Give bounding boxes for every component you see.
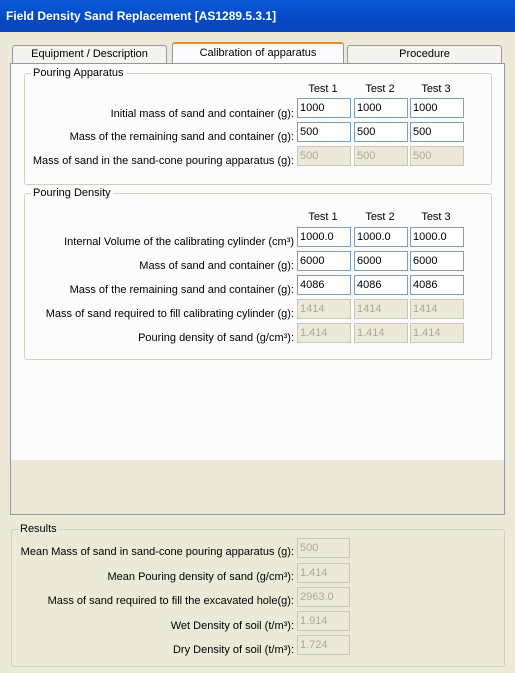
row-label: Mass of the remaining sand and container (g): <box>69 284 294 296</box>
sand-container-mass-test-2-input[interactable]: 6000 <box>354 251 408 271</box>
tab-equipment-description[interactable] <box>12 45 167 64</box>
sand-in-cone-test-3-field: 500 <box>410 146 464 166</box>
wet-density-field: 1.914 <box>297 611 350 631</box>
group-legend: Pouring Apparatus <box>33 67 124 79</box>
pouring-density-test-2-field: 1.414 <box>354 323 408 343</box>
remaining-sand-test-3-input[interactable]: 4086 <box>410 275 464 295</box>
remaining-mass-test-1-input[interactable]: 500 <box>297 122 351 142</box>
panel-footer <box>10 460 505 515</box>
row-label: Internal Volume of the calibrating cylinder (cm³) <box>64 236 294 248</box>
remaining-mass-test-3-input[interactable]: 500 <box>410 122 464 142</box>
col-header-test-3: Test 3 <box>421 83 451 95</box>
pouring-density-test-1-field: 1.414 <box>297 323 351 343</box>
row-label: Mass of the remaining sand and container (g): <box>69 131 294 143</box>
mean-pouring-density-field: 1.414 <box>297 563 350 583</box>
col-header-test-1: Test 1 <box>308 83 338 95</box>
mean-mass-sand-cone-field: 500 <box>297 538 350 558</box>
sand-fill-cylinder-test-3-field: 1414 <box>410 299 464 319</box>
sand-in-cone-test-1-field: 500 <box>297 146 351 166</box>
sand-container-mass-test-3-input[interactable]: 6000 <box>410 251 464 271</box>
remaining-mass-test-2-input[interactable]: 500 <box>354 122 408 142</box>
row-label: Pouring density of sand (g/cm³): <box>138 332 294 344</box>
initial-mass-test-1-input[interactable]: 1000 <box>297 98 351 118</box>
group-legend: Pouring Density <box>33 187 111 199</box>
col-header-test-2: Test 2 <box>365 211 395 223</box>
tab-strip <box>10 42 505 64</box>
tab-label: Procedure <box>399 48 450 60</box>
row-label: Mass of sand required to fill the excavated hole(g): <box>47 595 294 607</box>
sand-fill-cylinder-test-2-field: 1414 <box>354 299 408 319</box>
col-header-test-2: Test 2 <box>365 83 395 95</box>
row-label: Wet Density of soil (t/m³): <box>170 620 294 632</box>
window-title: Field Density Sand Replacement [AS1289.5.3.1] <box>6 9 277 23</box>
row-label: Mean Pouring density of sand (g/cm³): <box>107 571 294 583</box>
cylinder-volume-test-1-input[interactable]: 1000.0 <box>297 227 351 247</box>
sand-in-cone-test-2-field: 500 <box>354 146 408 166</box>
tab-label: Equipment / Description <box>31 48 148 60</box>
row-label: Mean Mass of sand in sand-cone pouring apparatus (g): <box>20 546 294 558</box>
row-label: Dry Density of soil (t/m³): <box>172 644 294 656</box>
cylinder-volume-test-2-input[interactable]: 1000.0 <box>354 227 408 247</box>
initial-mass-test-2-input[interactable]: 1000 <box>354 98 408 118</box>
dry-density-field: 1.724 <box>297 635 350 655</box>
sand-container-mass-test-1-input[interactable]: 6000 <box>297 251 351 271</box>
tab-procedure[interactable] <box>347 45 502 64</box>
remaining-sand-test-2-input[interactable]: 4086 <box>354 275 408 295</box>
remaining-sand-test-1-input[interactable]: 4086 <box>297 275 351 295</box>
tab-label: Calibration of apparatus <box>199 47 317 59</box>
col-header-test-3: Test 3 <box>421 211 451 223</box>
row-label: Initial mass of sand and container (g): <box>110 108 294 120</box>
row-label: Mass of sand in the sand-cone pouring apparatus (g): <box>32 155 294 167</box>
row-label: Mass of sand and container (g): <box>139 260 294 272</box>
sand-fill-cylinder-test-1-field: 1414 <box>297 299 351 319</box>
group-legend: Results <box>20 523 57 535</box>
col-header-test-1: Test 1 <box>308 211 338 223</box>
cylinder-volume-test-3-input[interactable]: 1000.0 <box>410 227 464 247</box>
initial-mass-test-3-input[interactable]: 1000 <box>410 98 464 118</box>
window-titlebar <box>0 0 515 32</box>
tab-calibration-of-apparatus[interactable] <box>172 42 344 64</box>
sand-fill-hole-field: 2963.0 <box>297 587 350 607</box>
row-label: Mass of sand required to fill calibrating cylinder (g): <box>45 308 294 320</box>
pouring-density-test-3-field: 1.414 <box>410 323 464 343</box>
